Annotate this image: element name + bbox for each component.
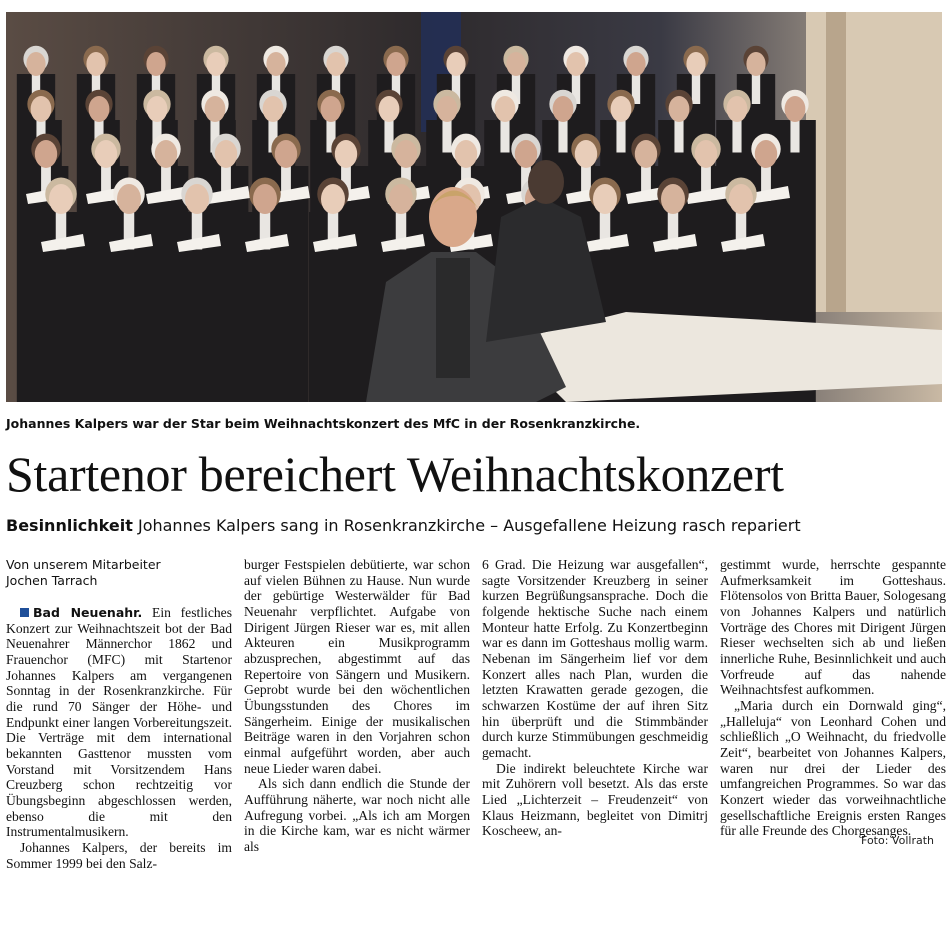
choir-singer-face (266, 52, 285, 76)
photo-credit: Foto: Vollrath (861, 834, 934, 847)
choir-singer-face (495, 96, 516, 122)
choir-singer-shirt (616, 120, 625, 153)
choir-singer-shirt (790, 120, 799, 153)
choir-singer-face (506, 52, 525, 76)
choir-singer-face (515, 140, 537, 168)
subhead-text: Johannes Kalpers sang in Rosenkranzkirche – Ausgefallene Heizung rasch repariert (137, 516, 801, 535)
byline-line-1: Von unserem Mitarbeiter (6, 557, 161, 572)
choir-singer-face (379, 96, 400, 122)
paragraph: „Maria durch ein Dornwald ging“, „Halleluja“ von Leonhard Cohen und schließlich „O Weihnacht, du friedvolle Zeit“, bearbeitet von Johannes Kalpers, waren nur drei der Lieder des umfangreichen Programmes. So war das Konzert wieder das vorweihnachtliche gesellschaftliche Ereignis ersten Ranges für alle Freunde des Chorgesanges. (720, 697, 946, 839)
choir-singer-face (395, 140, 417, 168)
subhead-kicker: Besinnlichkeit (6, 516, 133, 535)
choir-concert-photo (6, 12, 942, 402)
choir-singer-shirt (442, 120, 451, 153)
choir-singer-face (386, 52, 405, 76)
choir-singer-face (275, 140, 297, 168)
choir-singer-face (335, 140, 357, 168)
choir-singer-shirt (500, 120, 509, 153)
choir-singer-face (727, 96, 748, 122)
paragraph: Als sich dann endlich die Stunde der Aufführung näherte, war noch nicht alle Aufregung vorbei. „Als ich am Morgen in die Kirche kam, war es nicht wärmer als (244, 776, 470, 854)
paragraph: burger Festspielen debütierte, war schon auf vielen Bühnen zu Hause. Nun wurde der gebürtige Westerwälder für Bad Neuenahr verpflichtet. Aufgabe von Dirigent Jürgen Rieser war es, mit allen Akteuren ein Musikprogramm abzusprechen, abgestimmt auf das Repertoire von Sängern und Musikern. Geprobt wurde bei den wöchentlichen Übungsstunden des Chores im Sängerheim. Einige der musikalischen Beiträge waren in den Vorjahren schon einmal aufgeführt worden, aber auch neue Lieder waren dabei. (244, 557, 470, 776)
column-3 (482, 557, 708, 839)
choir-singer-face (117, 184, 141, 214)
choir-singer-face (389, 184, 413, 214)
choir-singer-face (553, 96, 574, 122)
dateline: Bad Neuenahr. (33, 605, 143, 620)
headline: Startenor bereichert Weihnachtskonzert (6, 446, 784, 502)
column-4 (720, 557, 946, 839)
paragraph: Die indirekt beleuchtete Kirche war mit Zuhörern voll besetzt. Als das erste Lied „Lichterzeit – Freudenzeit“ von Klaus Heizmann, begleitet von Dimitrj Koscheew, an- (482, 760, 708, 839)
choir-singer-face (575, 140, 597, 168)
choir-singer-shirt (752, 74, 760, 104)
choir-singer-face (686, 52, 705, 76)
choir-singer-face (185, 184, 209, 214)
choir-singer-face (755, 140, 777, 168)
choir-singer-face (205, 96, 226, 122)
choir-singer-face (661, 184, 685, 214)
choir-singer-face (635, 140, 657, 168)
choir-singer-face (95, 140, 117, 168)
choir-singer-face (326, 52, 345, 76)
choir-singer-face (746, 52, 765, 76)
choir-singer-face (86, 52, 105, 76)
byline-author: Jochen Tarrach (6, 572, 98, 588)
choir-singer-face (321, 184, 345, 214)
choir-singer-face (446, 52, 465, 76)
choir-singer-face (626, 52, 645, 76)
choir-singer-face (147, 96, 168, 122)
choir-singer-face (437, 96, 458, 122)
choir-singer-face (566, 52, 585, 76)
choir-singer-face (695, 140, 717, 168)
paragraph-text: Ein festliches Konzert zur Weihnachtszeit bot der Bad Neuenahrer Männerchor 1862 und Frauenchor (MFC) mit Startenor Johannes Kalpers am vergangenen Sonntag in der Rosenkranzkirche. Für die rund 70 Sänger der Höhe- und Endpunkt einer langen Vorbereitungszeit. Die Verträge mit dem international bekannten Gasttenor mussten vom Vorstand mit Vorsitzendem Hans Creuzberg schon rechtzeitig vor Übungsbeginn abgeschlossen werden, ebenso die mit den Instrumentalmusikern. (6, 605, 232, 840)
paragraph (6, 605, 232, 840)
choir-singer-face (146, 52, 165, 76)
choir-singer-shirt (732, 120, 741, 153)
choir-singer-face (31, 96, 52, 122)
choir-singer-face (215, 140, 237, 168)
choir-singer-shirt (674, 120, 683, 153)
subheadline (6, 516, 801, 535)
choir-singer-face (155, 140, 177, 168)
column-1 (6, 557, 232, 871)
choir-singer-face (206, 52, 225, 76)
choir-singer-face (49, 184, 73, 214)
choir-singer-face (35, 140, 57, 168)
choir-singer-face (253, 184, 277, 214)
choir-singer-face (455, 140, 477, 168)
dateline-square-icon (20, 608, 29, 617)
choir-singer-face (729, 184, 753, 214)
choir-singer-face (669, 96, 690, 122)
choir-singer-face (785, 96, 806, 122)
choir-singer-face (89, 96, 110, 122)
choir-singer-shirt (558, 120, 567, 153)
choir-singer-face (593, 184, 617, 214)
choir-singer-face (26, 52, 45, 76)
paragraph: 6 Grad. Die Heizung war ausgefallen“, sagte Vorsitzender Kreuzberg in seiner kurzen Begrüßungsansprache. Doch die folgende hektische Suche nach einem Monteur hatte Erfolg. Zu Konzertbeginn war es dann im Gotteshaus mollig warm. Nebenan im Sängerheim lief vor dem Konzert alles nach Plan, wurden die letzten Krawatten gerade gezogen, die schwarzen Kostüme der auf ihren Sitz hin überprüft und die Stimmbänder durch kurze Stimmübungen geschmeidig gemacht. (482, 557, 708, 760)
article-body (6, 557, 946, 937)
column-2 (244, 557, 470, 854)
article-photo (6, 12, 942, 402)
choir-singer-face (321, 96, 342, 122)
byline (6, 557, 232, 588)
choir-singer-face (611, 96, 632, 122)
paragraph: gestimmt wurde, herrschte gespannte Aufmerksamkeit im Gotteshaus. Flötensolos von Britta Bauer, Sologesang von Johannes Kalpers und natürlich Vorträge des Chores mit Dirigent Jürgen Rieser wechselten sich ab und ließen innerliche Ruhe, Besinnlichkeit und auch Vorfreude auf das nahende Weihnachtsfest aufkommen. (720, 557, 946, 698)
caption-text: Johannes Kalpers war der Star beim Weihnachtskonzert des MfC in der Rosenkranzkirche. (6, 416, 641, 431)
choir-singer-face (263, 96, 284, 122)
choir-singer-shirt (692, 74, 700, 104)
paragraph: Johannes Kalpers, der bereits im Sommer 1999 bei den Salz- (6, 839, 232, 871)
